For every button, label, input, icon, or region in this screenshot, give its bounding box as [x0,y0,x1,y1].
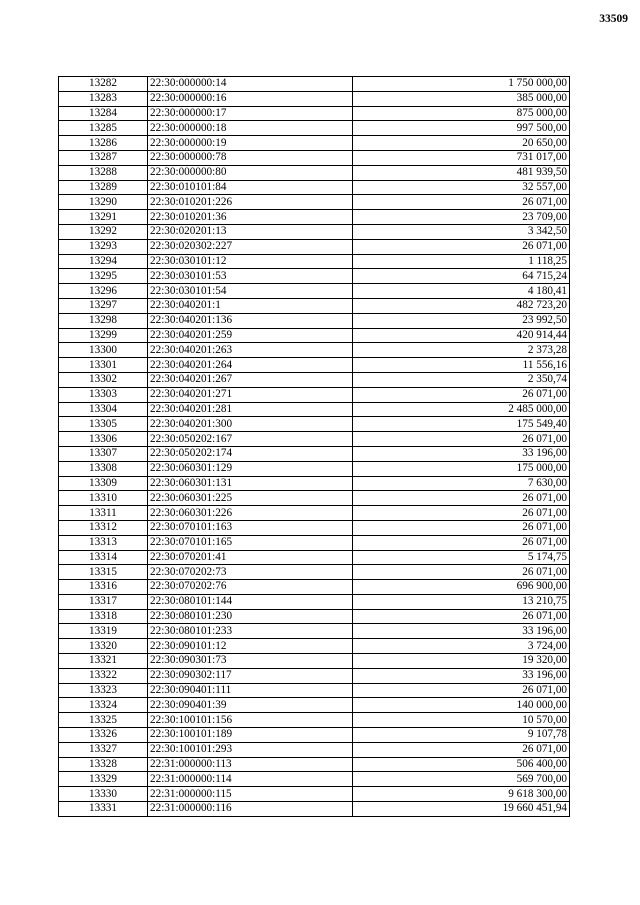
row-number-cell: 13310 [59,491,148,506]
cadastral-number-cell: 22:30:000000:78 [148,150,353,165]
amount-cell: 1 750 000,00 [353,77,570,92]
table-row [59,136,570,151]
amount-cell: 140 000,00 [353,698,570,713]
row-number-cell: 13292 [59,224,148,239]
amount-cell: 26 071,00 [353,535,570,550]
amount-cell: 2 373,28 [353,343,570,358]
table-row [59,698,570,713]
row-number-cell: 13303 [59,387,148,402]
cadastral-number-cell: 22:30:040201:300 [148,417,353,432]
amount-cell: 23 992,50 [353,313,570,328]
table-row [59,254,570,269]
cadastral-number-cell: 22:30:000000:19 [148,136,353,151]
amount-cell: 26 071,00 [353,609,570,624]
table-row [59,742,570,757]
amount-cell: 20 650,00 [353,136,570,151]
cadastral-number-cell: 22:30:090401:111 [148,683,353,698]
row-number-cell: 13312 [59,520,148,535]
table-row [59,787,570,802]
table-row [59,757,570,772]
table-row [59,446,570,461]
row-number-cell: 13286 [59,136,148,151]
amount-cell: 385 000,00 [353,91,570,106]
row-number-cell: 13317 [59,594,148,609]
row-number-cell: 13314 [59,550,148,565]
table-row [59,535,570,550]
cadastral-number-cell: 22:30:040201:1 [148,298,353,313]
row-number-cell: 13282 [59,77,148,92]
registry-table-body [59,77,570,817]
amount-cell: 33 196,00 [353,446,570,461]
row-number-cell: 13327 [59,742,148,757]
cadastral-number-cell: 22:30:040201:259 [148,328,353,343]
table-row [59,728,570,743]
amount-cell: 420 914,44 [353,328,570,343]
amount-cell: 19 660 451,94 [353,802,570,817]
cadastral-number-cell: 22:30:020201:13 [148,224,353,239]
amount-cell: 26 071,00 [353,387,570,402]
cadastral-number-cell: 22:30:040201:281 [148,402,353,417]
cadastral-number-cell: 22:30:100101:156 [148,713,353,728]
amount-cell: 875 000,00 [353,106,570,121]
amount-cell: 33 196,00 [353,624,570,639]
table-row [59,668,570,683]
table-row [59,328,570,343]
cadastral-number-cell: 22:30:050202:167 [148,432,353,447]
table-row [59,772,570,787]
amount-cell: 7 630,00 [353,476,570,491]
table-row [59,580,570,595]
row-number-cell: 13285 [59,121,148,136]
row-number-cell: 13328 [59,757,148,772]
table-row [59,269,570,284]
table-row [59,284,570,299]
row-number-cell: 13283 [59,91,148,106]
table-row [59,313,570,328]
row-number-cell: 13321 [59,654,148,669]
row-number-cell: 13295 [59,269,148,284]
table-row [59,432,570,447]
table-row [59,165,570,180]
amount-cell: 26 071,00 [353,742,570,757]
amount-cell: 9 618 300,00 [353,787,570,802]
cadastral-number-cell: 22:31:000000:115 [148,787,353,802]
table-row [59,195,570,210]
amount-cell: 4 180,41 [353,284,570,299]
cadastral-number-cell: 22:30:090101:12 [148,639,353,654]
amount-cell: 731 017,00 [353,150,570,165]
cadastral-number-cell: 22:30:040201:271 [148,387,353,402]
amount-cell: 23 709,00 [353,210,570,225]
cadastral-number-cell: 22:30:030101:53 [148,269,353,284]
page-number: 33509 [599,13,628,25]
table-row [59,594,570,609]
table-row [59,609,570,624]
table-row [59,550,570,565]
cadastral-number-cell: 22:31:000000:113 [148,757,353,772]
cadastral-number-cell: 22:30:070202:76 [148,580,353,595]
amount-cell: 1 118,25 [353,254,570,269]
amount-cell: 33 196,00 [353,668,570,683]
amount-cell: 26 071,00 [353,520,570,535]
amount-cell: 10 570,00 [353,713,570,728]
amount-cell: 2 485 000,00 [353,402,570,417]
table-row [59,520,570,535]
row-number-cell: 13290 [59,195,148,210]
amount-cell: 26 071,00 [353,432,570,447]
amount-cell: 569 700,00 [353,772,570,787]
amount-cell: 3 342,50 [353,224,570,239]
row-number-cell: 13289 [59,180,148,195]
table-row [59,180,570,195]
row-number-cell: 13315 [59,565,148,580]
row-number-cell: 13301 [59,358,148,373]
cadastral-number-cell: 22:30:090401:39 [148,698,353,713]
cadastral-number-cell: 22:30:000000:14 [148,77,353,92]
row-number-cell: 13331 [59,802,148,817]
row-number-cell: 13322 [59,668,148,683]
cadastral-number-cell: 22:31:000000:116 [148,802,353,817]
row-number-cell: 13302 [59,372,148,387]
table-row [59,624,570,639]
amount-cell: 26 071,00 [353,683,570,698]
row-number-cell: 13296 [59,284,148,299]
cadastral-number-cell: 22:30:000000:80 [148,165,353,180]
row-number-cell: 13307 [59,446,148,461]
table-row [59,461,570,476]
row-number-cell: 13300 [59,343,148,358]
table-row [59,224,570,239]
table-row [59,402,570,417]
cadastral-number-cell: 22:30:090301:73 [148,654,353,669]
amount-cell: 5 174,75 [353,550,570,565]
amount-cell: 481 939,50 [353,165,570,180]
cadastral-number-cell: 22:30:010201:36 [148,210,353,225]
cadastral-number-cell: 22:30:010101:84 [148,180,353,195]
amount-cell: 506 400,00 [353,757,570,772]
cadastral-number-cell: 22:30:080101:230 [148,609,353,624]
cadastral-number-cell: 22:30:040201:264 [148,358,353,373]
cadastral-number-cell: 22:30:030101:12 [148,254,353,269]
row-number-cell: 13291 [59,210,148,225]
row-number-cell: 13325 [59,713,148,728]
row-number-cell: 13324 [59,698,148,713]
amount-cell: 26 071,00 [353,491,570,506]
cadastral-number-cell: 22:30:070201:41 [148,550,353,565]
cadastral-number-cell: 22:30:060301:131 [148,476,353,491]
amount-cell: 3 724,00 [353,639,570,654]
table-row [59,298,570,313]
row-number-cell: 13326 [59,728,148,743]
row-number-cell: 13330 [59,787,148,802]
row-number-cell: 13323 [59,683,148,698]
row-number-cell: 13306 [59,432,148,447]
cadastral-number-cell: 22:30:070101:163 [148,520,353,535]
table-row [59,121,570,136]
table-row [59,91,570,106]
cadastral-number-cell: 22:30:060301:225 [148,491,353,506]
cadastral-number-cell: 22:30:080101:144 [148,594,353,609]
row-number-cell: 13287 [59,150,148,165]
amount-cell: 19 320,00 [353,654,570,669]
table-row [59,639,570,654]
amount-cell: 64 715,24 [353,269,570,284]
row-number-cell: 13299 [59,328,148,343]
amount-cell: 997 500,00 [353,121,570,136]
table-row [59,343,570,358]
table-row [59,210,570,225]
row-number-cell: 13305 [59,417,148,432]
row-number-cell: 13284 [59,106,148,121]
amount-cell: 2 350,74 [353,372,570,387]
row-number-cell: 13316 [59,580,148,595]
amount-cell: 13 210,75 [353,594,570,609]
row-number-cell: 13319 [59,624,148,639]
cadastral-number-cell: 22:30:010201:226 [148,195,353,210]
row-number-cell: 13304 [59,402,148,417]
row-number-cell: 13308 [59,461,148,476]
amount-cell: 32 557,00 [353,180,570,195]
cadastral-number-cell: 22:30:000000:17 [148,106,353,121]
cadastral-number-cell: 22:30:040201:263 [148,343,353,358]
amount-cell: 26 071,00 [353,506,570,521]
table-row [59,802,570,817]
cadastral-number-cell: 22:30:020302:227 [148,239,353,254]
table-row [59,713,570,728]
cadastral-number-cell: 22:30:080101:233 [148,624,353,639]
cadastral-number-cell: 22:30:040201:267 [148,372,353,387]
row-number-cell: 13294 [59,254,148,269]
table-row [59,387,570,402]
table-row [59,358,570,373]
amount-cell: 9 107,78 [353,728,570,743]
table-row [59,506,570,521]
amount-cell: 175 549,40 [353,417,570,432]
row-number-cell: 13288 [59,165,148,180]
cadastral-number-cell: 22:30:050202:174 [148,446,353,461]
row-number-cell: 13320 [59,639,148,654]
row-number-cell: 13313 [59,535,148,550]
table-row [59,372,570,387]
amount-cell: 26 071,00 [353,565,570,580]
table-row [59,150,570,165]
cadastral-number-cell: 22:30:030101:54 [148,284,353,299]
row-number-cell: 13298 [59,313,148,328]
amount-cell: 696 900,00 [353,580,570,595]
amount-cell: 482 723,20 [353,298,570,313]
table-row [59,491,570,506]
cadastral-number-cell: 22:30:060301:129 [148,461,353,476]
row-number-cell: 13329 [59,772,148,787]
table-row [59,476,570,491]
cadastral-number-cell: 22:30:000000:16 [148,91,353,106]
cadastral-number-cell: 22:30:070101:165 [148,535,353,550]
table-row [59,77,570,92]
table-row [59,239,570,254]
cadastral-number-cell: 22:30:100101:293 [148,742,353,757]
registry-table [58,76,570,817]
table-row [59,417,570,432]
cadastral-number-cell: 22:31:000000:114 [148,772,353,787]
table-row [59,565,570,580]
table-row [59,683,570,698]
table-row [59,654,570,669]
row-number-cell: 13293 [59,239,148,254]
amount-cell: 26 071,00 [353,195,570,210]
amount-cell: 26 071,00 [353,239,570,254]
cadastral-number-cell: 22:30:000000:18 [148,121,353,136]
cadastral-number-cell: 22:30:070202:73 [148,565,353,580]
row-number-cell: 13297 [59,298,148,313]
row-number-cell: 13309 [59,476,148,491]
cadastral-number-cell: 22:30:100101:189 [148,728,353,743]
cadastral-number-cell: 22:30:090302:117 [148,668,353,683]
cadastral-number-cell: 22:30:040201:136 [148,313,353,328]
table-row [59,106,570,121]
cadastral-number-cell: 22:30:060301:226 [148,506,353,521]
amount-cell: 175 000,00 [353,461,570,476]
row-number-cell: 13311 [59,506,148,521]
row-number-cell: 13318 [59,609,148,624]
amount-cell: 11 556,16 [353,358,570,373]
